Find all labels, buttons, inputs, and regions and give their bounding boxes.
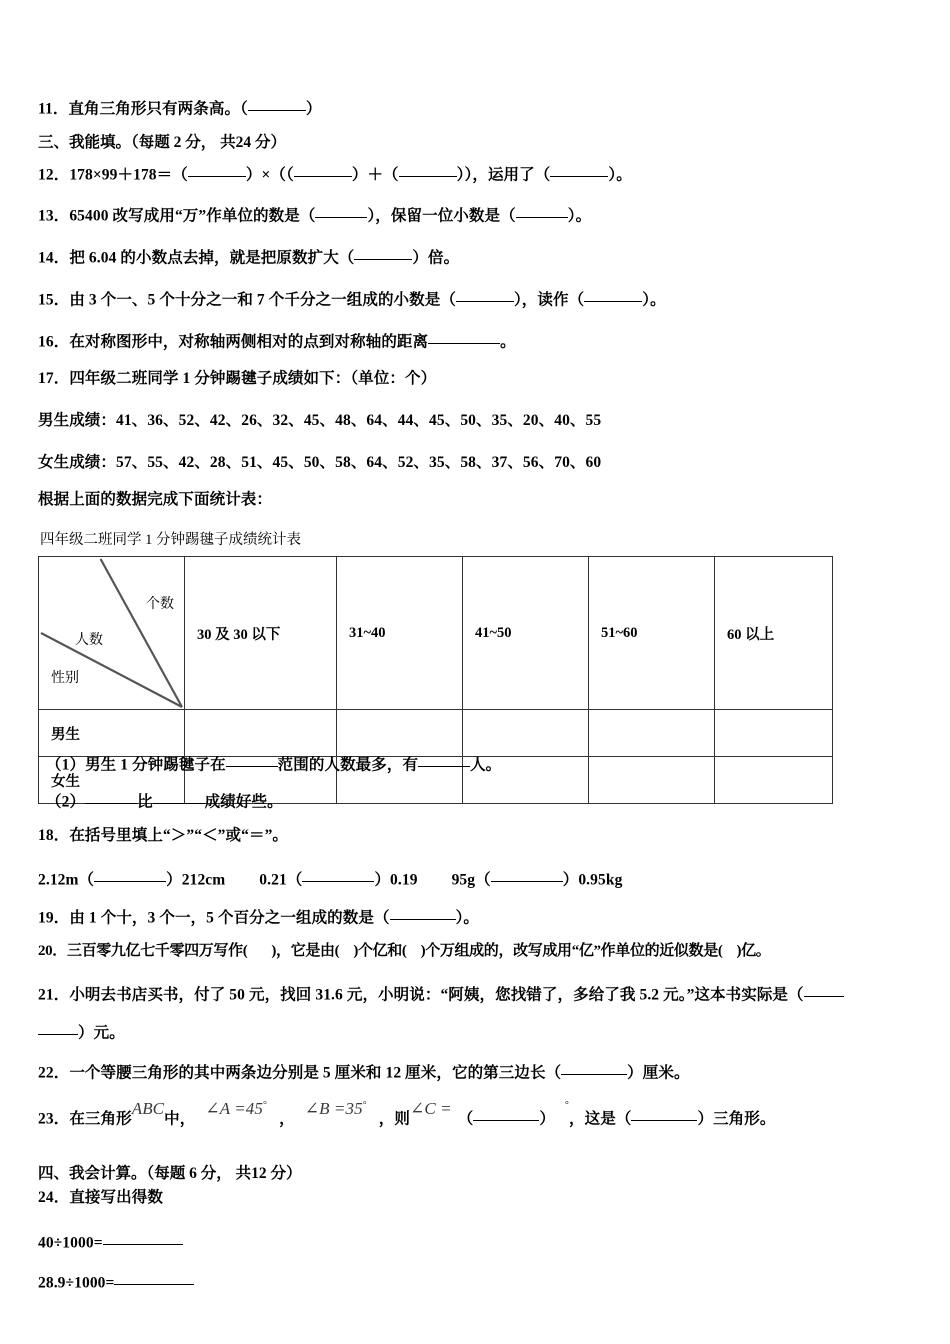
question-11: [38, 96, 322, 117]
table-column-header: 41~50: [463, 557, 589, 710]
question-20-part-3: )个亿和(: [353, 943, 407, 959]
table-column-header: 51~60: [589, 557, 715, 710]
math-triangle-abc: ABC: [131, 1099, 165, 1119]
question-14-part-2: ）倍。: [412, 249, 460, 267]
question-24-expression-1: [38, 1230, 183, 1251]
row-label-boys: 男生: [39, 710, 185, 757]
question-16-part-2: 。: [500, 333, 516, 351]
table-cell[interactable]: [715, 710, 833, 757]
question-12: [38, 162, 632, 183]
boys-scores-line: [38, 413, 601, 429]
table-column-header: 30 及 30 以下: [185, 557, 337, 710]
question-23-part-6: ）: [539, 1110, 555, 1128]
diagonal-corner-cell: [39, 557, 185, 710]
question-23-part-2: 中，: [164, 1110, 196, 1128]
question-11-tail: ）: [305, 100, 322, 118]
table-column-header: 31~40: [337, 557, 463, 710]
question-17-sub-1: [46, 752, 501, 773]
question-24-expression-2: [38, 1270, 194, 1291]
corner-label-gender: 性别: [51, 669, 79, 685]
answer-blank[interactable]: [473, 1106, 539, 1121]
answer-blank[interactable]: [38, 1020, 78, 1035]
question-20-part-5: )亿。: [736, 943, 771, 959]
question-22-part-2: ）厘米。: [627, 1064, 690, 1082]
question-12-part-1: 178×99＋178＝（: [69, 166, 188, 184]
question-16: [38, 329, 516, 350]
question-15: [38, 287, 666, 308]
question-20-part-1: 三百零九亿七千零四万写作(: [66, 943, 248, 959]
question-24: [38, 1190, 163, 1206]
question-15-part-2: ），读作（: [513, 291, 585, 309]
question-13: [38, 203, 591, 224]
question-14-number: 14．: [38, 249, 70, 267]
question-22-number: 22．: [38, 1064, 70, 1082]
table-cell[interactable]: [337, 710, 463, 757]
degree-symbol-a: °: [263, 1100, 268, 1112]
table-caption: 四年级二班同学 1 分钟踢毽子成绩统计表: [40, 532, 301, 548]
answer-blank[interactable]: [315, 203, 367, 218]
question-23-part-7: ，这是（: [569, 1110, 632, 1128]
table-cell[interactable]: [185, 710, 337, 757]
question-17-sub-2: [46, 789, 283, 810]
question-12-part-4: ）），运用了（: [456, 166, 551, 184]
answer-blank[interactable]: [550, 162, 608, 177]
question-23: [38, 1099, 776, 1128]
question-15-part-1: 由 3 个一、5 个十分之一和 7 个千分之一组成的小数是（: [69, 291, 456, 309]
question-20-number: 20．: [38, 943, 67, 959]
question-12-number: 12．: [38, 166, 70, 184]
answer-blank[interactable]: [153, 789, 205, 804]
question-19-number: 19．: [38, 909, 70, 927]
table-header-row: [39, 557, 833, 710]
boys-scores-values: 41、36、52、42、26、32、45、48、64、44、45、50、35、20、40、55: [116, 412, 602, 429]
question-11-number: 11．: [38, 100, 69, 118]
expression-1-text: 40÷1000=: [38, 1234, 103, 1252]
question-13-number: 13．: [38, 207, 70, 225]
question-13-part-2: ），保留一位小数是（: [367, 207, 516, 225]
girls-scores-values: 57、55、42、28、51、45、50、58、64、52、35、58、37、56、70、60: [116, 454, 602, 471]
math-angle-b: ∠B =35: [304, 1099, 363, 1119]
question-22: [38, 1060, 690, 1081]
question-23-part-4: ，则: [378, 1110, 410, 1128]
question-21-number: 21．: [38, 986, 70, 1004]
girls-scores-line: [38, 455, 601, 471]
question-20-part-4: )个万组成的，改写成用“亿”作单位的近似数是(: [420, 943, 723, 959]
question-16-number: 16．: [38, 333, 70, 351]
question-21-part-1: 小明去书店买书，付了 50 元，找回 31.6 元，小明说：“阿姨，您找错了，多给了我 5.2 元。”这本书实际是（: [69, 986, 804, 1004]
sub-question-1-label: （1）: [46, 756, 86, 774]
question-16-part-1: 在对称图形中，对称轴两侧相对的点到对称轴的距离: [69, 333, 429, 351]
question-13-part-1: 65400 改写成用“万”作单位的数是（: [69, 207, 316, 225]
math-angle-a: ∠A =45: [205, 1099, 263, 1119]
question-14: [38, 245, 459, 266]
section-heading-three: 三、我能填。（每题 2 分， 共24 分）: [38, 134, 287, 151]
question-18-comparisons: [38, 867, 622, 888]
answer-blank[interactable]: [428, 329, 500, 344]
answer-blank[interactable]: [248, 96, 306, 111]
question-17-number: 17．: [38, 370, 70, 387]
table-cell[interactable]: [589, 710, 715, 757]
question-23-part-1: 在三角形: [69, 1110, 132, 1128]
question-20-part-2: )，它是由(: [271, 943, 340, 959]
question-14-part-1: 把 6.04 的小数点去掉，就是把原数扩大（: [69, 249, 355, 267]
answer-blank[interactable]: [103, 1230, 183, 1245]
sub-question-2-part-1: 比: [137, 793, 153, 811]
answer-blank[interactable]: [516, 203, 568, 218]
question-12-part-2: ）×（（: [245, 166, 294, 184]
answer-blank[interactable]: [354, 245, 412, 260]
question-21-continued: [38, 1020, 125, 1041]
answer-blank[interactable]: [294, 162, 352, 177]
table-cell[interactable]: [463, 710, 589, 757]
question-12-part-5: ）。: [608, 166, 632, 184]
question-24-number: 24．: [38, 1189, 70, 1206]
question-23-part-5: （: [457, 1110, 474, 1128]
boys-scores-label: 男生成绩：: [38, 412, 117, 429]
table-column-header: 60 以上: [715, 557, 833, 710]
section-heading-four: 四、我会计算。（每题 6 分， 共12 分）: [38, 1165, 302, 1182]
answer-blank[interactable]: [302, 867, 374, 882]
corner-label-count: 个数: [146, 595, 174, 611]
comparison-1-right: ）212cm: [166, 871, 226, 889]
girls-scores-label: 女生成绩：: [38, 454, 117, 471]
answer-blank[interactable]: [491, 867, 563, 882]
comparison-3-left: 95g（: [451, 871, 491, 889]
answer-blank[interactable]: [804, 982, 844, 997]
sub-question-1-part-3: 人。: [470, 756, 502, 774]
table-row: [39, 710, 833, 757]
answer-blank[interactable]: [631, 1106, 697, 1121]
comparison-2-left: 0.21（: [259, 871, 303, 889]
sub-question-1-part-2: 范围的人数最多，有: [277, 756, 419, 774]
question-11-text: 直角三角形只有两条高。（: [68, 100, 248, 118]
math-angle-c: ∠C =: [409, 1099, 452, 1119]
degree-symbol-c: °: [564, 1100, 570, 1112]
question-17-intro-text: 四年级二班同学 1 分钟踢毽子成绩如下：（单位：个）: [69, 370, 437, 387]
question-23-number: 23．: [38, 1110, 70, 1128]
question-22-part-1: 一个等腰三角形的其中两条边分别是 5 厘米和 12 厘米，它的第三边长（: [69, 1064, 562, 1082]
answer-blank[interactable]: [94, 867, 166, 882]
answer-blank[interactable]: [226, 752, 278, 767]
sub-question-2-part-2: 成绩好些。: [204, 793, 283, 811]
question-23-part-8: ）三角形。: [697, 1110, 776, 1128]
answer-blank[interactable]: [584, 287, 642, 302]
degree-symbol-b: °: [362, 1100, 367, 1112]
question-18-number: 18．: [38, 827, 70, 844]
table-instruction: 根据上面的数据完成下面统计表：: [38, 491, 273, 508]
question-23-part-3: ，: [279, 1110, 295, 1128]
comparison-2-right: ）0.19: [374, 871, 418, 889]
comparison-3-right: ）0.95kg: [562, 871, 623, 889]
question-21: [38, 982, 844, 1003]
sub-question-2-label: （2）: [46, 793, 86, 811]
question-19-part-2: ）。: [455, 909, 480, 927]
question-19-part-1: 由 1 个十，3 个一，5 个百分之一组成的数是（: [69, 909, 390, 927]
question-15-part-3: ）。: [642, 291, 666, 309]
question-13-part-3: ）。: [567, 207, 592, 225]
table-cell[interactable]: [715, 757, 833, 804]
sub-question-1-part-1: 男生 1 分钟踢毽子在: [85, 756, 226, 774]
row-label-girls: 女生: [39, 757, 185, 804]
question-21-part-2: ）元。: [78, 1024, 125, 1042]
answer-blank[interactable]: [390, 905, 456, 920]
answer-blank[interactable]: [418, 752, 470, 767]
question-15-number: 15．: [38, 291, 70, 309]
expression-2-text: 28.9÷1000=: [38, 1274, 115, 1292]
question-12-part-3: ）＋（: [351, 166, 399, 184]
question-17-intro: [38, 371, 436, 387]
answer-blank[interactable]: [456, 287, 514, 302]
question-19: [38, 905, 479, 926]
answer-blank[interactable]: [188, 162, 246, 177]
question-20: [38, 944, 770, 959]
corner-label-people: 人数: [75, 631, 103, 647]
table-cell[interactable]: [589, 757, 715, 804]
question-24-text: 直接写出得数: [69, 1189, 163, 1206]
comparison-1-left: 2.12m（: [38, 871, 95, 889]
answer-blank[interactable]: [114, 1270, 194, 1285]
answer-blank[interactable]: [85, 789, 137, 804]
question-18: [38, 828, 288, 844]
answer-blank[interactable]: [399, 162, 457, 177]
answer-blank[interactable]: [561, 1060, 627, 1075]
question-18-text: 在括号里填上“＞”“＜”或“＝”。: [69, 827, 289, 844]
